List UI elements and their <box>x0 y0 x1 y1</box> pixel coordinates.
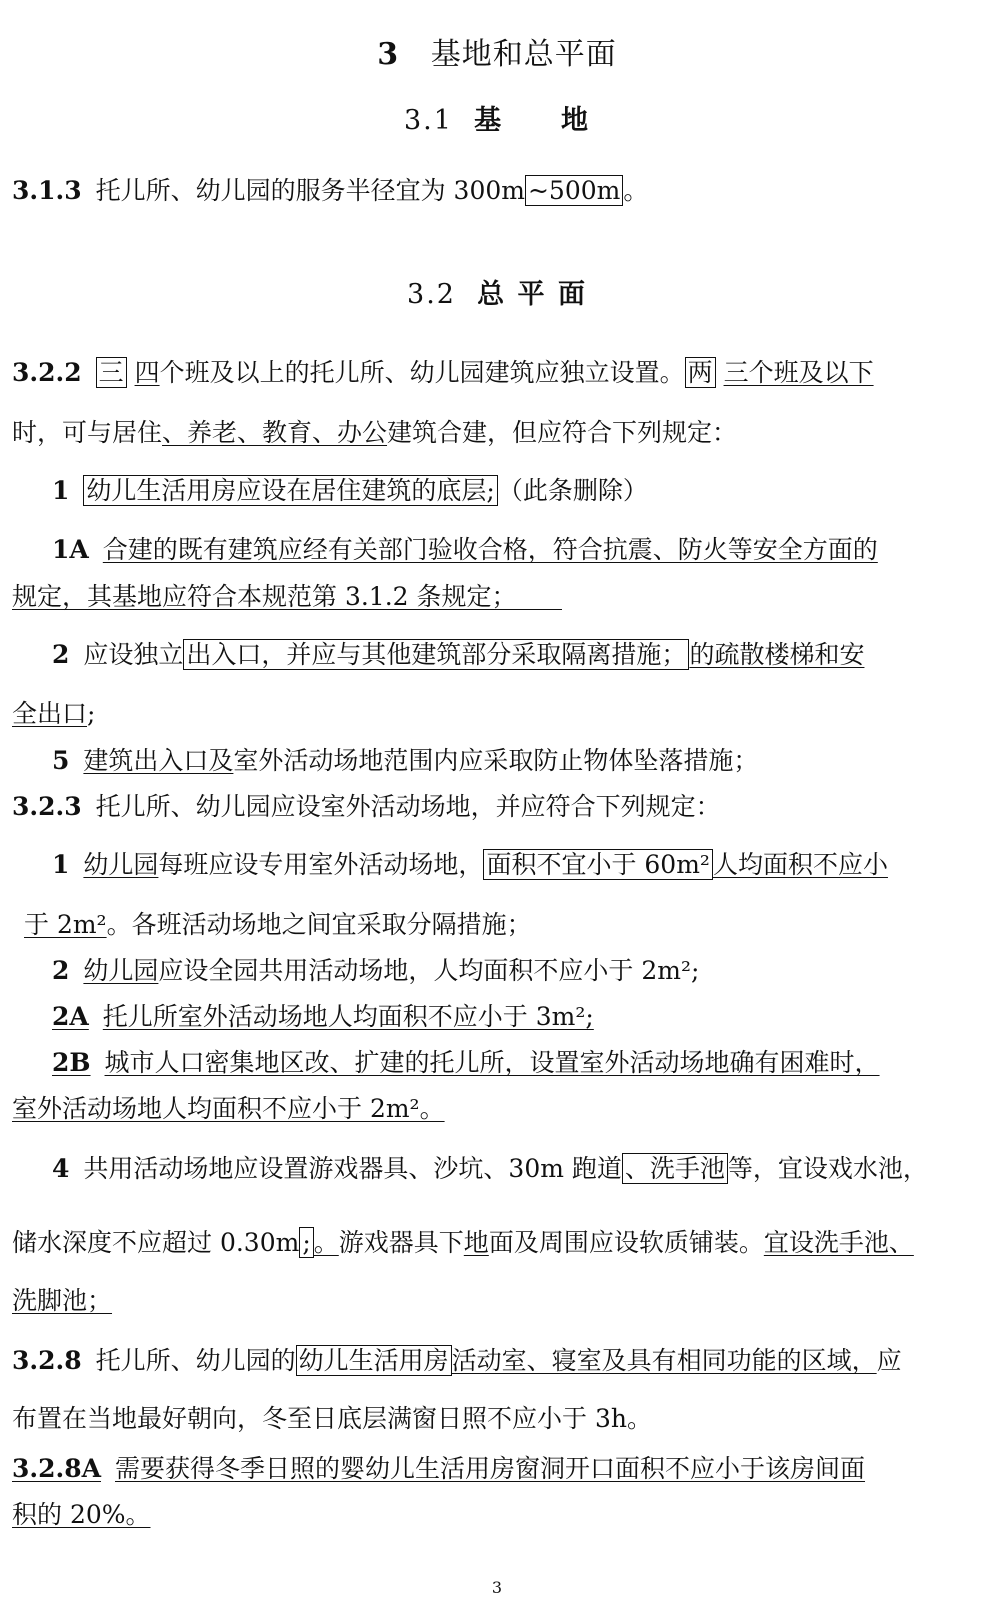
clause-3-1-3: 3.1.3 托儿所、幼儿园的服务半径宜为 300m ~500m 。 <box>12 176 649 205</box>
item-1a-line2: 规定，其基地应符合本规范第 3.1.2 条规定； <box>12 582 517 611</box>
item-1: 1 幼儿生活用房应设在居住建筑的底层; （此条删除） <box>52 476 648 505</box>
section-3-2-heading: 3.2 总 平 面 <box>407 279 587 310</box>
item-3-2-3-2: 2 幼儿园应设全园共用活动场地，人均面积不应小于 2m²; <box>52 956 700 985</box>
item-2b-line1: 2B 城市人口密集地区改、扩建的托儿所，设置室外活动场地确有困难时， <box>52 1048 880 1077</box>
item-3-2-3-1-line1: 1 幼儿园每班应设专用室外活动场地， 面积不宜小于 60m² 人均面积不应小 <box>52 850 888 879</box>
item-2b-line2: 室外活动场地人均面积不应小于 2m²。 <box>12 1094 445 1123</box>
clause-3-2-8-line1: 3.2.8 托儿所、幼儿园的 幼儿生活用房 活动室、寝室及具有相同功能的区域，应 <box>12 1346 902 1375</box>
item-1a-line1: 1A 合建的既有建筑应经有关部门验收合格，符合抗震、防火等安全方面的 <box>52 535 878 564</box>
page-number: 3 <box>491 1578 503 1597</box>
clause-3-2-8a-line2: 积的 20%。 <box>12 1500 151 1529</box>
item-4-line2: 储水深度不应超过 0.30m ; 。游戏器具下地面及周围应设软质铺装。宜设洗手池、 <box>12 1228 914 1257</box>
underline-extension <box>480 609 562 610</box>
chapter-heading: 3 基地和总平面 <box>377 37 617 72</box>
clause-3-2-8-line2: 布置在当地最好朝向，冬至日底层满窗日照不应小于 3h。 <box>12 1404 652 1433</box>
item-4-line3: 洗脚池； <box>12 1286 113 1315</box>
item-2a: 2A 托儿所室外活动场地人均面积不应小于 3m²; <box>52 1002 594 1031</box>
clause-3-2-8a-line1: 3.2.8A 需要获得冬季日照的婴幼儿生活用房窗洞开口面积不应小于该房间面 <box>12 1454 866 1483</box>
item-2-line2: 全出口; <box>12 699 96 728</box>
item-5: 5 建筑出入口及室外活动场地范围内应采取防止物体坠落措施； <box>52 746 759 775</box>
clause-3-2-2-line1: 3.2.2 三 四个班及以上的托儿所、幼儿园建筑应独立设置。 两 三个班及以下 <box>12 358 874 387</box>
item-4-line1: 4 共用活动场地应设置游戏器具、沙坑、30m 跑道 、洗手池 等，宜设戏水池， <box>52 1154 928 1183</box>
clause-3-2-2-line2: 时，可与居住、养老、教育、办公建筑合建，但应符合下列规定： <box>12 418 738 447</box>
underline-extension <box>134 1527 150 1528</box>
clause-3-2-3: 3.2.3 托儿所、幼儿园应设室外活动场地，并应符合下列规定： <box>12 792 721 821</box>
item-2-line1: 2 应设独立 出入口，并应与其他建筑部分采取隔离措施； 的疏散楼梯和安 <box>52 640 865 669</box>
item-3-2-3-1-line2: 于 2m²。各班活动场地之间宜采取分隔措施； <box>24 910 532 939</box>
section-3-1-heading: 3.1 基 地 <box>403 105 591 136</box>
